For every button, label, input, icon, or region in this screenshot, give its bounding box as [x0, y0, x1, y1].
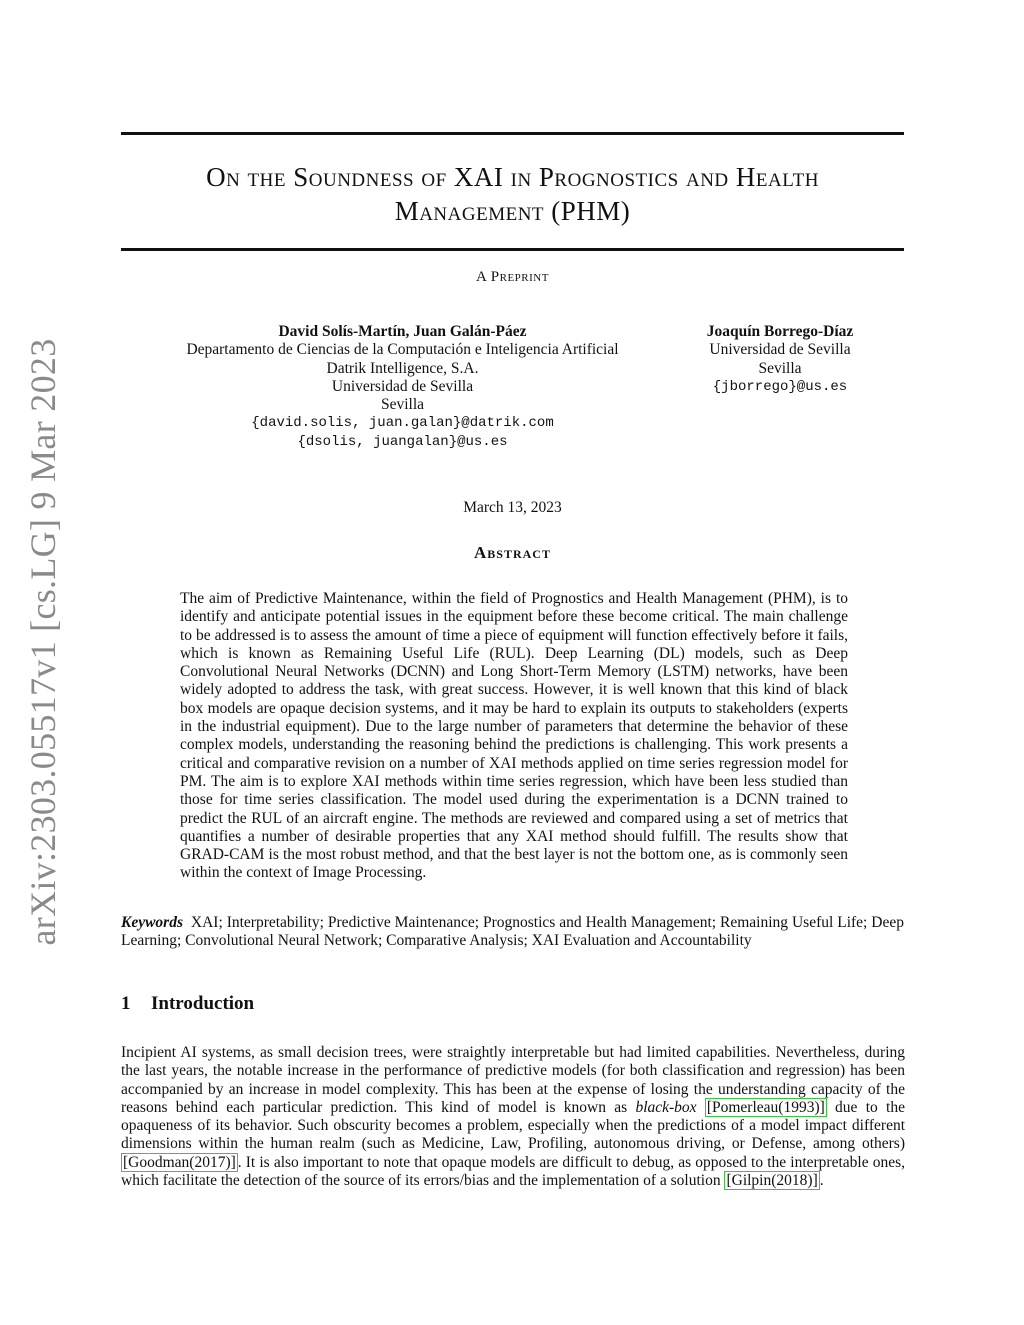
- author-email-datrik[interactable]: {david.solis, juan.galan}@datrik.com: [251, 415, 554, 432]
- citation-link-pomerleau[interactable]: [Pomerleau(1993)]: [706, 1098, 825, 1116]
- affiliation-city-right: Sevilla: [758, 359, 802, 377]
- introduction-paragraph: [121, 1044, 905, 1190]
- author-email-us[interactable]: {dsolis, juangalan}@us.es: [297, 433, 508, 450]
- abstract-body: The aim of Predictive Maintenance, within the field of Prognostics and Health Management (PHM), is to identify and anticipate potential issues in the equipment before these become critical. The main challenge to be addressed is to assess the amount of time a piece of equipment will function effectively before it fails, which is known as Remaining Useful Life (RUL). Deep Learning (DL) models, such as Deep Convolutional Neural Networks (DCNN) and Long Short-Term Memory (LSTM) networks, have been widely adopted to address the task, with great success. However, it is well known that this kind of black box models are opaque decision systems, and it may be hard to explain its outputs to stakeholders (experts in the industrial equipment). Due to the large number of parameters that determine the behavior of these complex models, understanding the reasoning behind the predictions is challenging. This work presents a critical and comparative revision on a number of XAI methods applied on time series regression model for PM. The aim is to explore XAI methods within time series regression, which have been less studied than those for time series classification. The model used during the experimentation is a DCNN trained to predict the RUL of an aircraft engine. The methods are reviewed and compared using a set of metrics that quantifies a number of desirable properties that any XAI method should fulfill. The results show that GRAD-CAM is the most robust method, and that the best layer is not the bottom one, as is commonly seen within the context of Image Processing.: [180, 590, 848, 882]
- affiliation-university-right: Universidad de Sevilla: [709, 341, 851, 359]
- intro-emphasis-black-box: black-box: [635, 1098, 697, 1116]
- intro-text-part-4: . It is also important to note that opaque models are difficult to debug, as opposed to the interpretable ones, which facilitate the detection of the source of its errors/bias and the implementation of a solution: [121, 1153, 905, 1190]
- paper-title-line-2: Management (PHM): [394, 196, 631, 226]
- section-title: Introduction: [151, 993, 255, 1014]
- affiliation-department: Departamento de Ciencias de la Computación e Inteligencia Artificial: [186, 341, 619, 359]
- author-email-right[interactable]: {jborrego}@us.es: [712, 378, 848, 395]
- paper-title-line-1: On the Soundness of XAI in Prognostics and Health: [206, 162, 819, 192]
- intro-text-part-5: .: [819, 1172, 824, 1190]
- author-name-right: Joaquín Borrego-Díaz: [706, 323, 854, 340]
- intro-text-part-3: due to the opaqueness of its behavior. Such obscurity becomes a problem, especially when the predictions of a model impact different dimensions within the human realm (such as Medicine, Law, Profiling, autonomous driving, or Defense, among others): [121, 1098, 905, 1153]
- keywords-paragraph: [121, 914, 904, 951]
- publication-date: March 13, 2023: [463, 499, 562, 516]
- paper-title: [121, 160, 904, 228]
- citation-link-gilpin[interactable]: [Gilpin(2018)]: [726, 1172, 818, 1190]
- affiliation-university: Universidad de Sevilla: [331, 377, 474, 395]
- author-block-right: [680, 323, 880, 396]
- author-names-left: David Solís-Martín, Juan Galán-Páez: [278, 323, 527, 340]
- preprint-label: A Preprint: [476, 269, 549, 285]
- intro-text-part-1: Incipient AI systems, as small decision trees, were straightly interpretable but had limited capabilities. Nevertheless, during the last years, the notable increase in the performance of predictive models (for both classification and regression) has been accompanied by an increase in model complexity. This has been at the expense of losing the understanding capacity of the reasons behind each particular prediction. This kind of model is known as: [121, 1044, 905, 1116]
- intro-text-part-2: [697, 1099, 705, 1116]
- abstract-heading: Abstract: [474, 543, 551, 562]
- author-block-left: [150, 323, 655, 451]
- title-top-rule: [121, 132, 904, 135]
- section-number: 1: [121, 993, 131, 1014]
- arxiv-identifier-stamp: arXiv:2303.05517v1 [cs.LG] 9 Mar 2023: [23, 338, 63, 946]
- section-heading-introduction: [121, 993, 254, 1015]
- title-bottom-rule: [121, 248, 904, 251]
- affiliation-company: Datrik Intelligence, S.A.: [326, 359, 479, 377]
- citation-link-goodman[interactable]: [Goodman(2017)]: [123, 1153, 236, 1171]
- affiliation-city: Sevilla: [380, 396, 425, 414]
- keywords-list: XAI; Interpretability; Predictive Maintenance; Prognostics and Health Management; Remaining Useful Life; Deep Learning; Convolutional Neural Network; Comparative Analysis; XAI Evaluation and Accountability: [121, 914, 905, 950]
- keywords-label: Keywords: [121, 914, 183, 931]
